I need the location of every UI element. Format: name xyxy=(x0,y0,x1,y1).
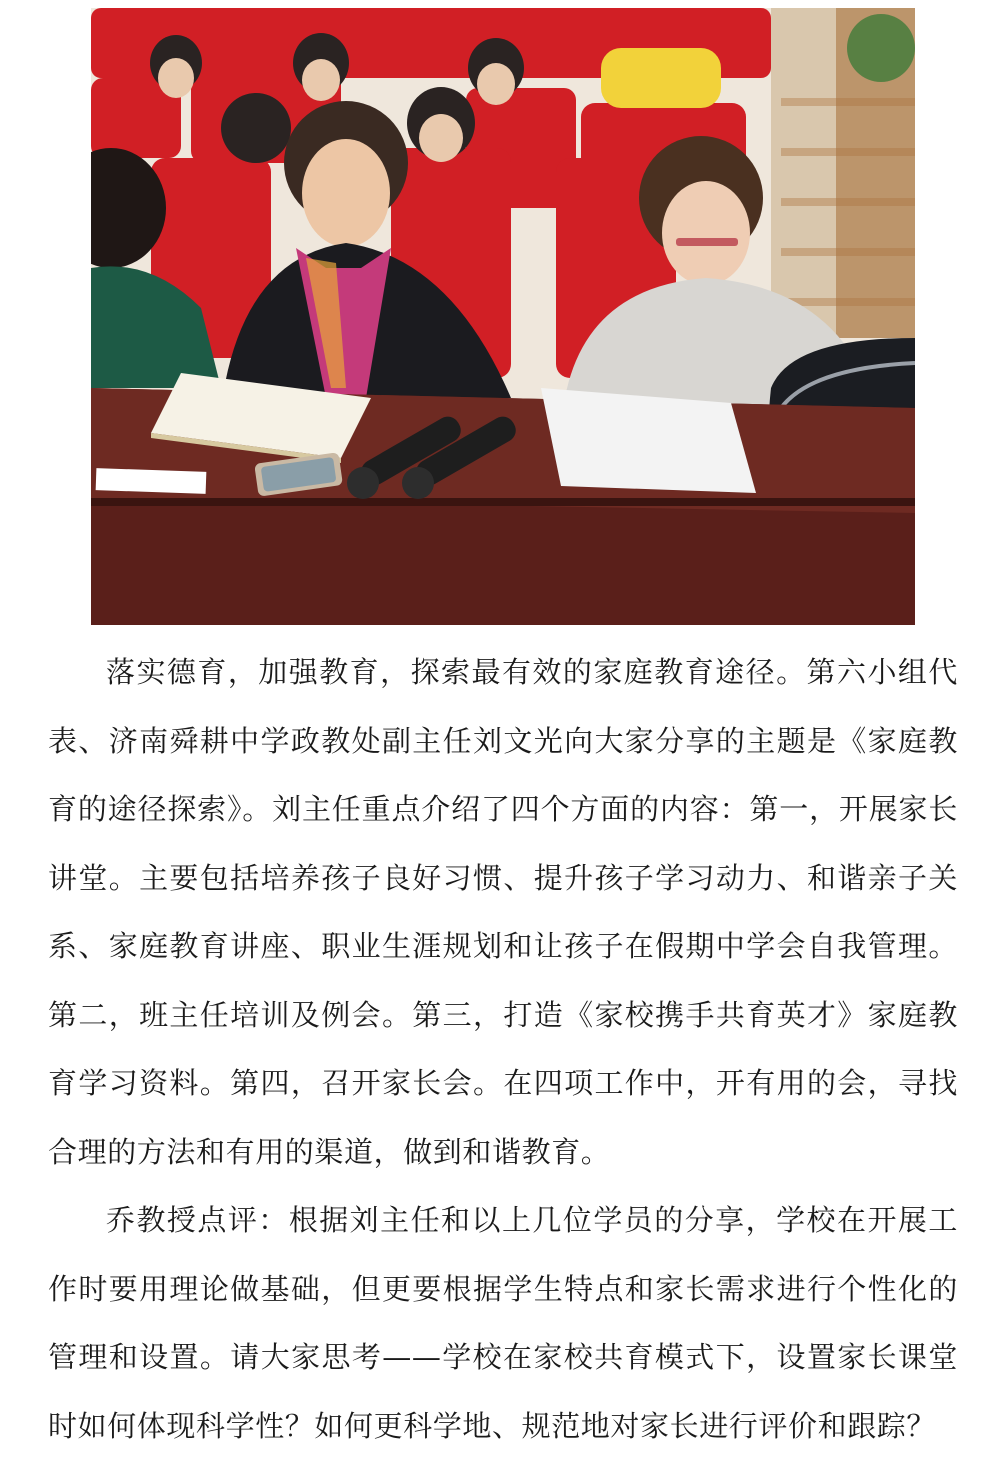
article-body xyxy=(48,638,958,1460)
paragraph-family-education: 落实德育，加强教育，探索最有效的家庭教育途径。第六小组代表、济南舜耕中学政教处副主任刘文光向大家分享的主题是《家庭教育的途径探索》。刘主任重点介绍了四个方面的内容：第一，开展家长讲堂。主要包括培养孩子良好习惯、提升孩子学习动力、和谐亲子关系、家庭教育讲座、职业生涯规划和让孩子在假期中学会自我管理。第二，班主任培训及例会。第三，打造《家校携手共育英才》家庭教育学习资料。第四，召开家长会。在四项工作中，开有用的会，寻找合理的方法和有用的渠道，做到和谐教育。 xyxy=(48,655,958,1169)
conference-photo-illustration xyxy=(91,8,915,625)
paragraph-professor-comment: 乔教授点评：根据刘主任和以上几位学员的分享，学校在开展工作时要用理论做基础，但更要根据学生特点和家长需求进行个性化的管理和设置。请大家思考——学校在家校共育模式下，设置家长课堂时如何体现科学性？如何更科学地、规范地对家长进行评价和跟踪？ xyxy=(48,1203,958,1443)
conference-photo xyxy=(91,8,915,625)
